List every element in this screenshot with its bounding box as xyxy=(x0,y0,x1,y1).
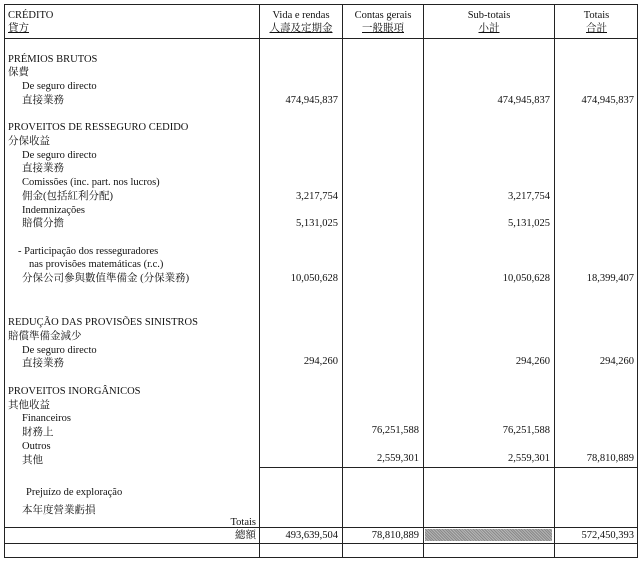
shaded-cell xyxy=(425,529,552,541)
value-cell: 474,945,837 xyxy=(581,95,634,106)
row-label-zh: 其他 xyxy=(22,455,43,466)
value-cell: 10,050,628 xyxy=(502,273,550,284)
value-cell: 78,810,889 xyxy=(371,530,419,541)
value-cell: 474,945,837 xyxy=(497,95,550,106)
header-credito-zh: 貸方 xyxy=(8,23,29,34)
value-cell: 294,260 xyxy=(303,356,338,367)
header-col-subtotais-zh: 小計 xyxy=(478,23,500,34)
value-cell: 3,217,754 xyxy=(508,191,550,202)
totals-bottom-rule xyxy=(4,543,638,544)
value-cell: 572,450,393 xyxy=(581,530,634,541)
header-col-gerais-zh: 一般賬項 xyxy=(362,23,404,34)
row-label-zh: 直接業務 xyxy=(22,95,64,106)
row-label: Prejuízo de exploração xyxy=(26,487,123,498)
row-label: De seguro directo xyxy=(22,345,97,356)
row-label-zh: 本年度營業虧損 xyxy=(22,505,96,516)
row-label-zh: 佣金(包括紅利分配) xyxy=(22,191,113,202)
header-credito: CRÉDITO xyxy=(8,10,54,21)
header-col-subtotais: Sub-totais xyxy=(467,10,511,21)
section-title-zh: 賠償準備金減少 xyxy=(8,331,82,342)
value-cell: 2,559,301 xyxy=(377,453,419,464)
row-label: - Participação dos resseguradores xyxy=(18,246,159,257)
section-title-zh: 其他收益 xyxy=(8,400,50,411)
value-cell: 5,131,025 xyxy=(508,218,550,229)
section-title: REDUÇÃO DAS PROVISÕES SINISTROS xyxy=(8,317,198,328)
header-rule xyxy=(4,38,638,39)
header-col-totais-zh: 合計 xyxy=(586,23,607,34)
value-cell: 294,260 xyxy=(515,356,550,367)
row-label-zh: 財務上 xyxy=(22,427,54,438)
subtotal-rule xyxy=(259,467,638,468)
header-col-totais: Totais xyxy=(583,10,610,21)
value-cell: 76,251,588 xyxy=(502,425,550,436)
value-cell: 18,399,407 xyxy=(586,273,634,284)
section-title: PRÉMIOS BRUTOS xyxy=(8,54,98,65)
row-label: nas provisões matemáticas (r.c.) xyxy=(29,259,164,270)
row-label: Outros xyxy=(22,441,51,452)
value-cell: 493,639,504 xyxy=(285,530,338,541)
totals-label-zh: 總額 xyxy=(235,530,256,541)
row-label-zh: 直接業務 xyxy=(22,358,64,369)
row-label: De seguro directo xyxy=(22,81,97,92)
section-title: PROVEITOS DE RESSEGURO CEDIDO xyxy=(8,122,189,133)
totals-label: Totais xyxy=(230,517,256,528)
row-label: Comissões (inc. part. nos lucros) xyxy=(22,177,160,188)
row-label-zh: 賠償分擔 xyxy=(22,218,64,229)
header-col-vida: Vida e rendas xyxy=(272,10,330,21)
row-label-zh: 分保公司參與數值準備金 (分保業務) xyxy=(22,273,190,284)
section-title-zh: 保費 xyxy=(8,67,29,78)
value-cell: 294,260 xyxy=(599,356,634,367)
header-col-gerais: Contas gerais xyxy=(354,10,412,21)
row-label: Indemnizações xyxy=(22,205,85,216)
value-cell: 474,945,837 xyxy=(285,95,338,106)
value-cell: 2,559,301 xyxy=(508,453,550,464)
value-cell: 76,251,588 xyxy=(371,425,419,436)
value-cell: 3,217,754 xyxy=(296,191,338,202)
row-label: De seguro directo xyxy=(22,150,97,161)
row-label: Financeiros xyxy=(22,413,71,424)
value-cell: 5,131,025 xyxy=(296,218,338,229)
section-title-zh: 分保收益 xyxy=(8,136,50,147)
column-divider xyxy=(342,4,343,558)
totals-top-rule xyxy=(4,527,638,528)
value-cell: 78,810,889 xyxy=(586,453,634,464)
header-col-vida-zh: 人壽及定期金 xyxy=(269,23,333,34)
value-cell: 10,050,628 xyxy=(290,273,338,284)
row-label-zh: 直接業務 xyxy=(22,163,64,174)
section-title: PROVEITOS INORGÂNICOS xyxy=(8,386,141,397)
